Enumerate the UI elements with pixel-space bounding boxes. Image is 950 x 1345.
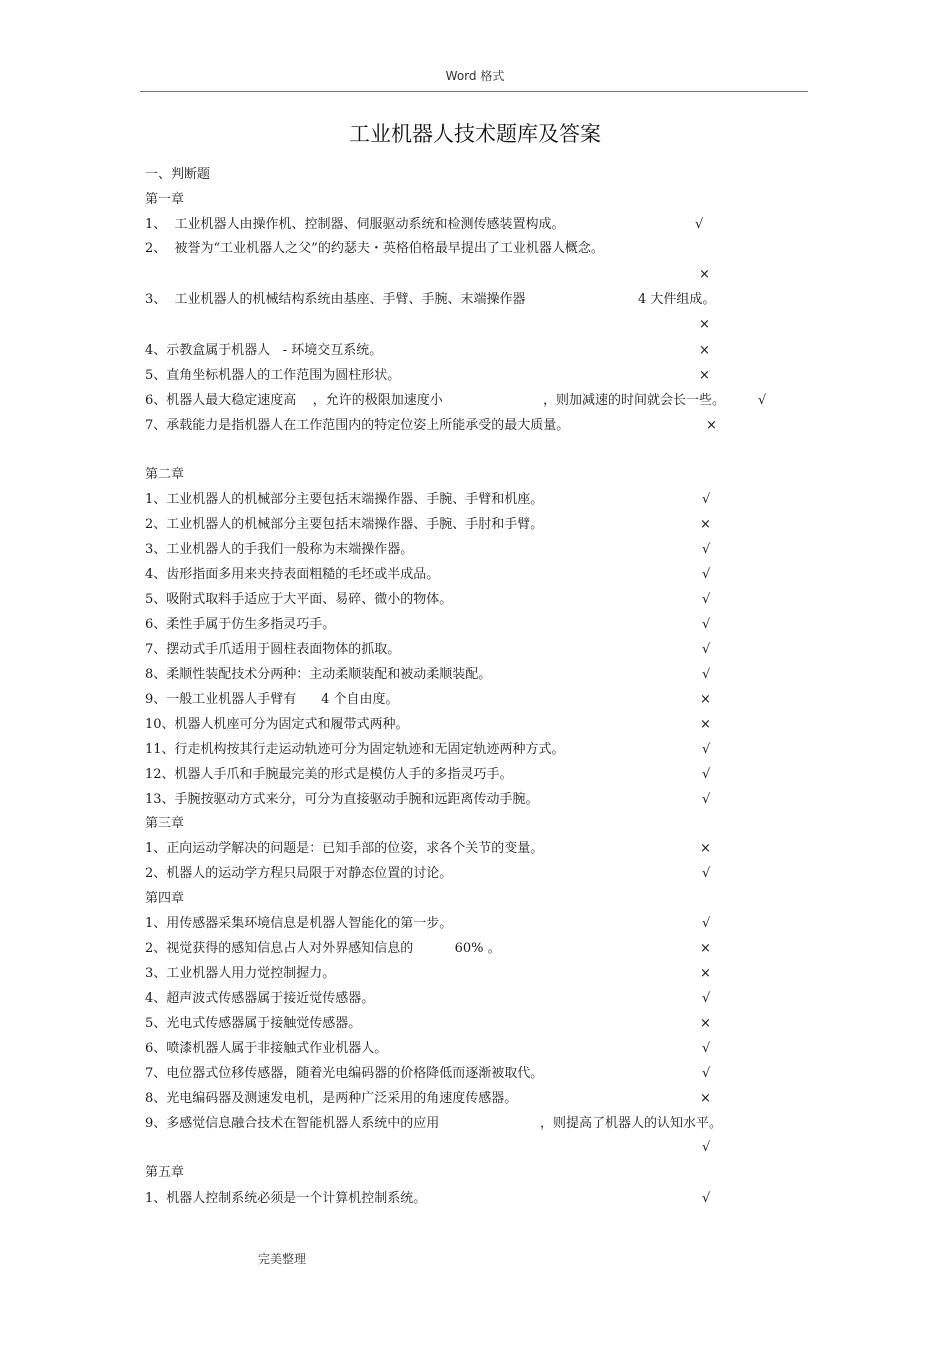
question-row xyxy=(0,365,950,387)
question-row xyxy=(0,514,950,536)
question-row xyxy=(0,1013,950,1035)
question-row xyxy=(0,689,950,711)
line-text: 3、工业机器人用力觉控制握力。 xyxy=(145,966,336,981)
text-row xyxy=(0,440,950,462)
question-row xyxy=(0,589,950,611)
answer-true-mark: √ xyxy=(702,767,711,782)
text-row xyxy=(0,189,950,211)
question-row xyxy=(0,714,950,736)
answer-true-mark: √ xyxy=(702,866,711,881)
line-text: 13、手腕按驱动方式来分，可分为直接驱动手腕和远距离传动手腕。 xyxy=(145,792,539,807)
text-row xyxy=(0,289,950,311)
line-text: 1、 工业机器人由操作机、控制器、伺服驱动系统和检测传感装置构成。 xyxy=(145,217,565,232)
question-row xyxy=(0,764,950,786)
line-text-continuation: 4 大件组成。 xyxy=(638,292,716,307)
answer-true-mark: √ xyxy=(702,742,711,757)
line-text: 7、承载能力是指机器人在工作范围内的特定位姿上所能承受的最大质量。 xyxy=(145,418,570,433)
answer-false-mark: × xyxy=(706,418,717,433)
answer-false-mark: × xyxy=(700,717,711,732)
answer-true-mark: √ xyxy=(702,1041,711,1056)
line-text: 1、机器人控制系统必须是一个计算机控制系统。 xyxy=(145,1191,427,1206)
question-row xyxy=(0,390,950,412)
section-heading xyxy=(0,164,950,186)
question-row xyxy=(0,739,950,761)
question-row xyxy=(0,1063,950,1085)
line-text: 5、光电式传感器属于接触觉传感器。 xyxy=(145,1016,362,1031)
text-row xyxy=(0,888,950,910)
question-row xyxy=(0,214,950,236)
answer-false-mark: × xyxy=(699,267,710,282)
line-text: 2、工业机器人的机械部分主要包括末端操作器、手腕、手肘和手臂。 xyxy=(145,517,544,532)
answer-false-mark: × xyxy=(700,1091,711,1106)
page-footer: 完美整理 xyxy=(258,1252,307,1266)
answer-false-mark: × xyxy=(700,941,711,956)
line-text: 7、摆动式手爪适用于圆柱表面物体的抓取。 xyxy=(145,642,401,657)
question-row xyxy=(0,314,950,336)
answer-false-mark: × xyxy=(700,517,711,532)
line-text: 3、 工业机器人的机械结构系统由基座、手臂、手腕、末端操作器 xyxy=(145,292,526,307)
line-text: 10、机器人机座可分为固定式和履带式两种。 xyxy=(145,717,409,732)
line-text: 1、用传感器采集环境信息是机器人智能化的第一步。 xyxy=(145,916,453,931)
answer-false-mark: × xyxy=(699,368,710,383)
answer-true-mark: √ xyxy=(702,991,711,1006)
question-row xyxy=(0,963,950,985)
line-text: 5、直角坐标机器人的工作范围为圆柱形状。 xyxy=(145,368,401,383)
answer-true-mark: √ xyxy=(702,792,711,807)
line-text: 6、柔性手属于仿生多指灵巧手。 xyxy=(145,617,336,632)
line-text: 第二章 xyxy=(145,467,185,482)
question-row xyxy=(0,913,950,935)
line-text: 7、电位器式位移传感器，随着光电编码器的价格降低而逐渐被取代。 xyxy=(145,1066,544,1081)
answer-false-mark: × xyxy=(700,966,711,981)
document-title: 工业机器人技术题库及答案 xyxy=(349,122,601,146)
question-row xyxy=(0,988,950,1010)
question-row xyxy=(0,1038,950,1060)
text-row xyxy=(0,464,950,486)
line-text-continuation: ，则提高了机器人的认知水平。 xyxy=(540,1116,723,1131)
question-row xyxy=(0,564,950,586)
answer-true-mark: √ xyxy=(702,642,711,657)
line-text: 6、机器人最大稳定速度高 ，允许的极限加速度小 xyxy=(145,393,443,408)
line-text: 4、齿形指面多用来夹持表面粗糙的毛坯或半成品。 xyxy=(145,567,440,582)
question-row xyxy=(0,664,950,686)
question-row xyxy=(0,938,950,960)
answer-true-mark: √ xyxy=(702,592,711,607)
line-text: 12、机器人手爪和手腕最完美的形式是模仿人手的多指灵巧手。 xyxy=(145,767,513,782)
line-text: 第一章 xyxy=(145,192,185,207)
question-row xyxy=(0,789,950,811)
text-row xyxy=(0,238,950,260)
answer-true-mark: √ xyxy=(702,667,711,682)
question-row xyxy=(0,863,950,885)
question-row xyxy=(0,1137,950,1159)
question-row xyxy=(0,415,950,437)
answer-true-mark: √ xyxy=(702,567,711,582)
text-row xyxy=(0,1113,950,1135)
line-text: 第五章 xyxy=(145,1165,185,1180)
line-text: 第三章 xyxy=(145,816,185,831)
answer-false-mark: × xyxy=(699,343,710,358)
page-header: Word 格式 xyxy=(445,69,505,83)
answer-true-mark: √ xyxy=(702,1140,711,1155)
line-text: 4、超声波式传感器属于接近觉传感器。 xyxy=(145,991,375,1006)
answer-true-mark: √ xyxy=(695,217,704,232)
answer-true-mark: √ xyxy=(702,542,711,557)
line-text: 2、 被誉为“工业机器人之父”的约瑟夫・英格伯格最早提出了工业机器人概念。 xyxy=(145,241,604,256)
answer-false-mark: × xyxy=(700,692,711,707)
text-row xyxy=(0,1162,950,1184)
answer-true-mark: √ xyxy=(702,492,711,507)
question-row xyxy=(0,614,950,636)
question-row xyxy=(0,340,950,362)
question-row xyxy=(0,1088,950,1110)
question-row xyxy=(0,539,950,561)
answer-true-mark: √ xyxy=(758,393,767,408)
answer-false-mark: × xyxy=(699,317,710,332)
answer-true-mark: √ xyxy=(702,1066,711,1081)
line-text: 5、吸附式取料手适应于大平面、易碎、微小的物体。 xyxy=(145,592,453,607)
answer-true-mark: √ xyxy=(702,916,711,931)
line-text: 9、多感觉信息融合技术在智能机器人系统中的应用 xyxy=(145,1116,440,1131)
answer-true-mark: √ xyxy=(702,1191,711,1206)
text-row xyxy=(0,813,950,835)
question-row xyxy=(0,1188,950,1210)
line-text-continuation: ，则加减速的时间就会长一些。 xyxy=(543,393,726,408)
question-row xyxy=(0,264,950,286)
line-text: 3、工业机器人的手我们一般称为末端操作器。 xyxy=(145,542,414,557)
question-row xyxy=(0,838,950,860)
question-row xyxy=(0,489,950,511)
answer-false-mark: × xyxy=(700,841,711,856)
line-text: 1、工业机器人的机械部分主要包括末端操作器、手腕、手臂和机座。 xyxy=(145,492,544,507)
question-row xyxy=(0,639,950,661)
section-heading-text: 一、判断题 xyxy=(145,167,211,182)
line-text: 11、行走机构按其行走运动轨迹可分为固定轨迹和无固定轨迹两种方式。 xyxy=(145,742,565,757)
line-text: 2、视觉获得的感知信息占人对外界感知信息的 60% 。 xyxy=(145,941,501,956)
answer-false-mark: × xyxy=(700,1016,711,1031)
line-text: 2、机器人的运动学方程只局限于对静态位置的讨论。 xyxy=(145,866,453,881)
line-text: 第四章 xyxy=(145,891,185,906)
line-text: 4、示教盒属于机器人 - 环境交互系统。 xyxy=(145,343,383,358)
line-text: 6、喷漆机器人属于非接触式作业机器人。 xyxy=(145,1041,388,1056)
line-text: 8、柔顺性装配技术分两种：主动柔顺装配和被动柔顺装配。 xyxy=(145,667,492,682)
answer-true-mark: √ xyxy=(702,617,711,632)
line-text: 8、光电编码器及测速发电机，是两种广泛采用的角速度传感器。 xyxy=(145,1091,518,1106)
line-text: 1、正向运动学解决的问题是：已知手部的位姿，求各个关节的变量。 xyxy=(145,841,544,856)
line-text: 9、一般工业机器人手臂有 4 个自由度。 xyxy=(145,692,399,707)
header-rule xyxy=(140,91,808,92)
